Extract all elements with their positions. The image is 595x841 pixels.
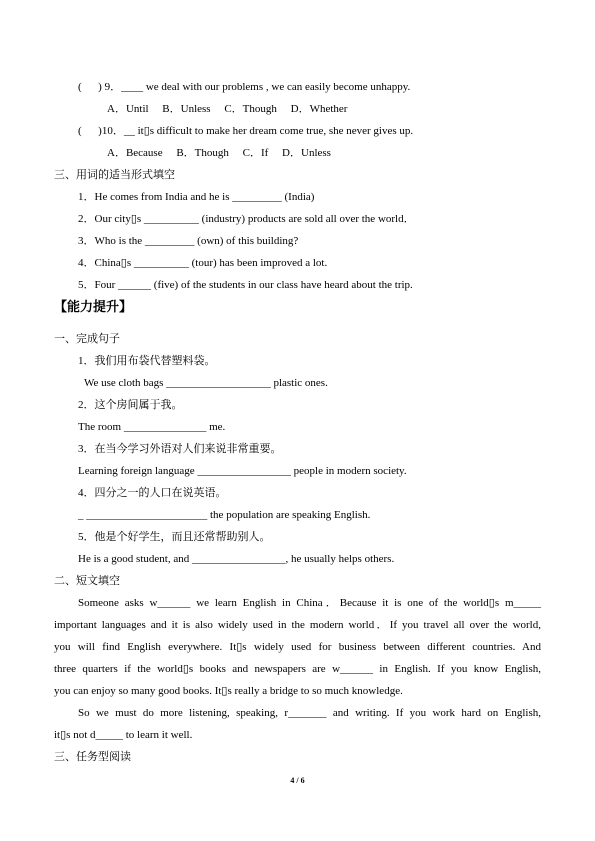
- sentence-prompt: 3．在当今学习外语对人们来说非常重要。: [78, 443, 282, 455]
- passage-line: So we must do more listening, speaking, r_______ and writing. If you work hard on English,: [78, 707, 541, 719]
- part-1-title: 一、完成句子: [54, 333, 120, 345]
- sentence-blank-line: Learning foreign language _________________ people in modern society.: [78, 465, 407, 477]
- sentence-blank-line: We use cloth bags ___________________ plastic ones.: [84, 377, 328, 389]
- word-form-item: 4．China▯s __________ (tour) has been improved a lot.: [78, 257, 328, 269]
- part-3-title: 三、任务型阅读: [54, 751, 131, 763]
- question-9-stem: ( ) 9．____ we deal with our problems , we can easily become unhappy.: [78, 81, 411, 93]
- passage-line: it▯s not d_____ to learn it well.: [54, 729, 193, 741]
- ability-improvement-heading: 【能力提升】: [54, 300, 133, 315]
- sentence-prompt: 5．他是个好学生，而且还常帮助别人。: [78, 531, 271, 543]
- word-form-item: 3．Who is the _________ (own) of this building?: [78, 235, 299, 247]
- section-3-title: 三、用词的适当形式填空: [54, 169, 175, 181]
- passage-line: three quarters if the world▯s books and newspapers are w______ in English. If you know English,: [54, 663, 541, 675]
- sentence-blank-line: _ ______________________ the population are speaking English.: [78, 509, 371, 521]
- page-number: 4 / 6: [290, 776, 305, 785]
- sentence-blank-line: He is a good student, and _________________, he usually helps others.: [78, 553, 395, 565]
- question-9-options: A．Until B．Unless C．Though D．Whether: [107, 103, 348, 115]
- passage-line: important languages and it is also widely used in the modern world．If you travel all over the world,: [54, 619, 541, 631]
- question-10-stem: ( )10．__ it▯s difficult to make her dream come true, she never gives up.: [78, 125, 414, 137]
- sentence-prompt: 4．四分之一的人口在说英语。: [78, 487, 227, 499]
- part-2-title: 二、短文填空: [54, 575, 120, 587]
- passage-line: you can enjoy so many good books. It▯s really a bridge to so much knowledge.: [54, 685, 403, 697]
- word-form-item: 5．Four ______ (five) of the students in our class have heard about the trip.: [78, 279, 413, 291]
- word-form-item: 2．Our city▯s __________ (industry) products are sold all over the world．: [78, 213, 415, 225]
- passage-line: you will find English everywhere. It▯s widely used for business between different countries. And: [54, 641, 541, 653]
- sentence-blank-line: The room _______________ me.: [78, 421, 226, 433]
- sentence-prompt: 2．这个房间属于我。: [78, 399, 183, 411]
- sentence-prompt: 1．我们用布袋代替塑料袋。: [78, 355, 216, 367]
- passage-line: Someone asks w______ we learn English in China．Because it is one of the world▯s m_____: [78, 597, 541, 609]
- word-form-item: 1．He comes from India and he is _________ (India): [78, 191, 315, 203]
- question-10-options: A．Because B．Though C．If D．Unless: [107, 147, 331, 159]
